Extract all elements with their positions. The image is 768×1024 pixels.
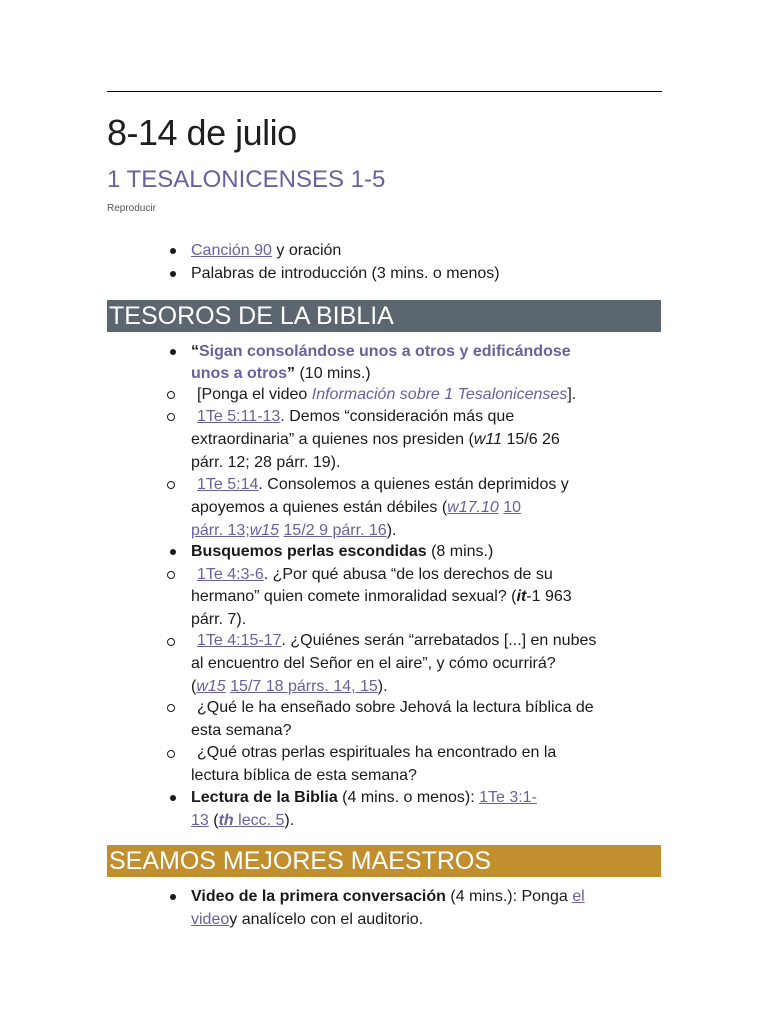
song-item: Canción 90 y oración [191,242,342,259]
reference-link[interactable]: 10 [503,499,522,516]
gem-q4-line1: ¿Qué otras perlas espirituales ha encontrado en la [197,744,557,761]
section-header-maestros: SEAMOS MEJORES MAESTROS [107,845,661,877]
gem-q1-line1: 1Te 4:3-6. ¿Por qué abusa “de los derechos de su [197,566,553,583]
bullet-icon [170,271,176,277]
scripture-link[interactable]: 1Te 5:11-13 [197,408,281,425]
talk-title-line2: unos a otros” (10 mins.) [191,365,371,382]
point-1-line3: párr. 12; 28 párr. 19). [191,454,341,471]
scripture-link[interactable]: 1Te 3:1- [479,789,537,806]
bullet-icon [170,894,176,900]
point-2-line1: 1Te 5:14. Consolemos a quienes están deprimidos y [197,476,569,493]
bullet-icon [170,795,176,801]
top-divider [107,91,662,92]
video-instruction: [Ponga el video Información sobre 1 Tesalonicenses]. [197,386,577,403]
reference-link[interactable]: w17.10 [447,499,499,516]
point-1-line2: extraordinaria” a quienes nos presiden (w11 15/6 26 [191,431,560,448]
scripture-link[interactable]: 13 [191,812,209,829]
circle-bullet-icon [167,638,175,646]
scripture-link[interactable]: 1Te 5:14 [197,476,259,493]
circle-bullet-icon [167,391,175,399]
song-link[interactable]: Canción 90 [191,242,272,259]
section-header-tesoros: TESOROS DE LA BIBLIA [107,300,661,332]
reference-link[interactable]: w15 [249,522,280,539]
reference-link[interactable]: w15 [196,678,226,695]
gem-q2-line2: al encuentro del Señor en el aire”, y cómo ocurrirá? [191,655,556,672]
gem-q4-line2: lectura bíblica de esta semana? [191,767,417,784]
play-link[interactable]: Reproducir [107,203,156,214]
gem-q1-line2: hermano” quien comete inmoralidad sexual? (it-1 963 [191,588,572,605]
bible-book-title: 1 TESALONICENSES 1-5 [107,166,386,193]
video-title: Información sobre 1 Tesalonicenses [311,386,568,403]
point-2-line2: apoyemos a quienes están débiles (w17.10 10 [191,499,522,516]
reading-line1: Lectura de la Biblia (4 mins. o menos): 1Te 3:1- [191,789,537,806]
reading-line2: 13 (th lecc. 5). [191,812,295,829]
scripture-link[interactable]: 1Te 4:15-17 [197,632,282,649]
gem-q1-line3: párr. 7). [191,611,247,628]
reference-link[interactable]: párr. 13; [191,522,250,539]
bullet-icon [170,549,176,555]
circle-bullet-icon [167,704,175,712]
video-link[interactable]: video [191,911,230,928]
week-date-title: 8-14 de julio [107,112,297,153]
scripture-link[interactable]: 1Te 4:3-6 [197,566,264,583]
circle-bullet-icon [167,750,175,758]
bullet-icon [170,349,176,355]
gem-q3-line2: esta semana? [191,722,292,739]
gem-q2-line3: (w15 15/7 18 párrs. 14, 15). [191,678,388,695]
circle-bullet-icon [167,481,175,489]
point-1-line1: 1Te 5:11-13. Demos “consideración más que [197,408,515,425]
lesson-link[interactable]: th lecc. 5 [218,812,285,829]
bullet-icon [170,248,176,254]
gems-title: Busquemos perlas escondidas (8 mins.) [191,543,494,560]
reference-link[interactable]: 15/7 18 párrs. 14, 15 [230,678,378,695]
circle-bullet-icon [167,413,175,421]
teach-line1: Video de la primera conversación (4 mins.): Ponga el [191,888,585,905]
point-2-line3: párr. 13;w15 15/2 9 párr. 16). [191,522,397,539]
teach-line2: videoy analícelo con el auditorio. [191,911,424,928]
circle-bullet-icon [167,571,175,579]
gem-q2-line1: 1Te 4:15-17. ¿Quiénes serán “arrebatados [...] en nubes [197,632,597,649]
video-link[interactable]: el [572,888,585,905]
reference-link[interactable]: 15/2 9 párr. 16 [283,522,387,539]
talk-title-line1: “Sigan consolándose unos a otros y edificándose [191,343,571,360]
opening-comments-item: Palabras de introducción (3 mins. o menos) [191,265,500,282]
gem-q3-line1: ¿Qué le ha enseñado sobre Jehová la lectura bíblica de [197,699,594,716]
